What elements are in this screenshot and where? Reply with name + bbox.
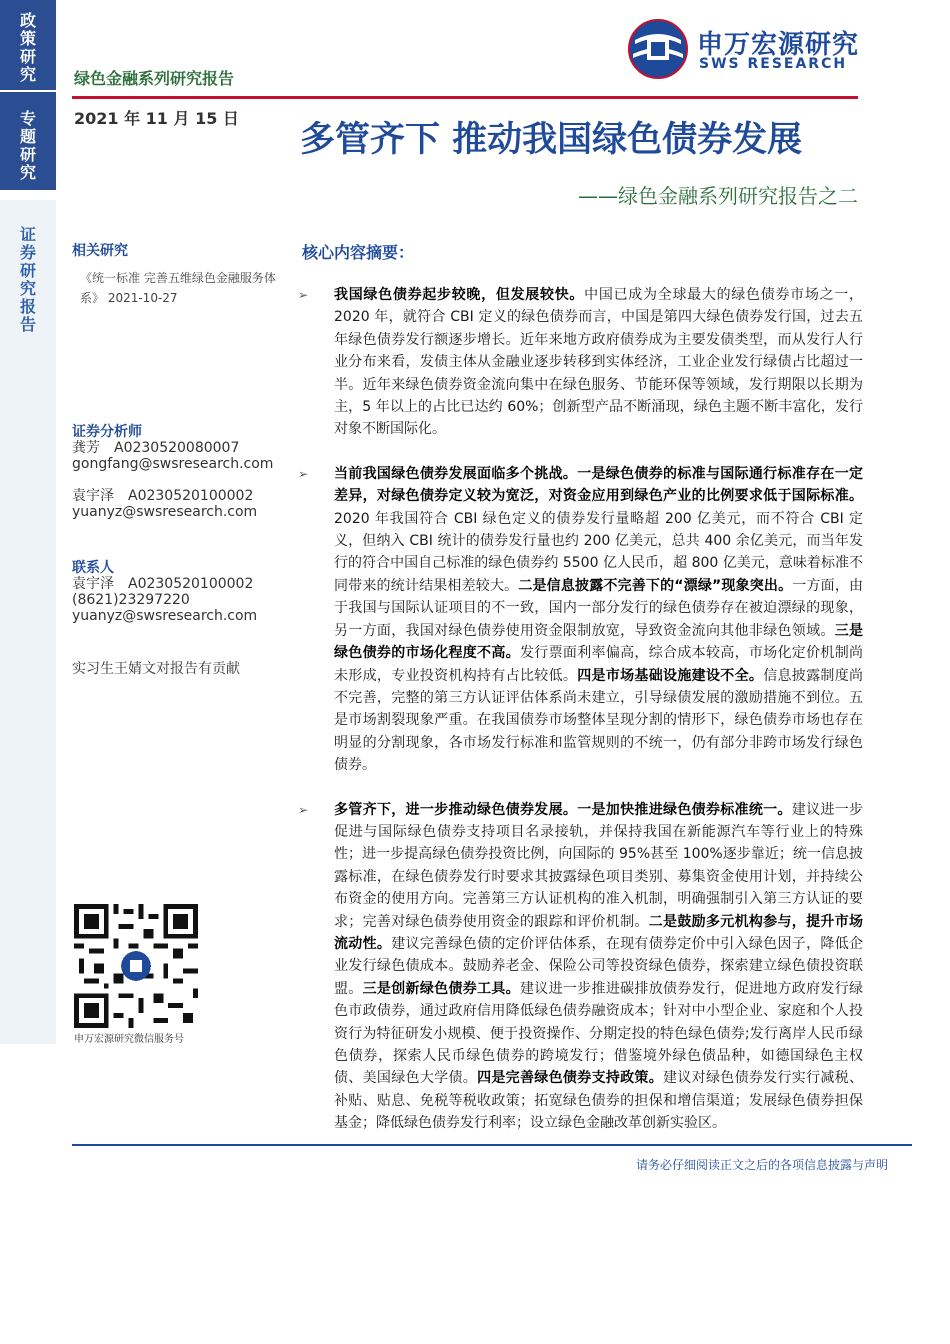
bullet-bold-text: 四是市场基础设施建设不全。 bbox=[577, 667, 764, 684]
contact-name: 袁宇泽 bbox=[72, 576, 114, 592]
footer-divider bbox=[72, 1144, 912, 1146]
bullet-text: 一方面，由于我国与国际认证项目的不一致，国内一部分发行的绿色债券存在被迫漂绿的现象，另一方面，我国对绿色债券使用资金限制放宽，导致资金流向其他非绿色领域。 bbox=[334, 577, 864, 639]
contact-row bbox=[72, 576, 282, 592]
bullet-body bbox=[334, 466, 863, 773]
analyst-email[interactable]: yuanyz@swsresearch.com bbox=[72, 504, 258, 520]
bullet-text: 发行票面利率偏高，综合成本较高，市场化定价机制尚未形成，专业投资机构持有占比较低。 bbox=[334, 645, 864, 684]
summary-bullet bbox=[298, 463, 863, 777]
report-date: 2021 年 11 月 15 日 bbox=[74, 109, 239, 128]
bullet-text: 建议完善绿色债的定价评估体系，在现有债券定价中引入绿色因子，降低企业发行绿色债成本。鼓励养老金、保险公司等投资绿色债券，探索建立绿色债投资联盟。 bbox=[334, 935, 864, 997]
contact-id: A0230520100002 bbox=[128, 576, 254, 592]
analyst-name: 袁宇泽 bbox=[72, 488, 114, 504]
logo-english-name: SWS RESEARCH bbox=[699, 56, 848, 72]
contact-label: 联系人 bbox=[72, 560, 114, 576]
bullet-body bbox=[334, 287, 863, 437]
contact bbox=[72, 560, 282, 624]
analyst-id: A0230520080007 bbox=[114, 440, 240, 456]
disclaimer-footer: 请务必仔细阅读正文之后的各项信息披露与声明 bbox=[635, 1158, 888, 1172]
contact-phone: (8621)23297220 bbox=[72, 592, 190, 608]
bullet-arrow-icon: ➢ bbox=[298, 466, 309, 481]
analyst-email[interactable]: gongfang@swsresearch.com bbox=[72, 456, 274, 472]
bullet-bold-text: 多管齐下，进一步推动绿色债券发展。一是加快推进绿色债券标准统一。 bbox=[334, 801, 792, 818]
side-tab-policy-research: 政策研究 bbox=[0, 0, 56, 90]
bullet-arrow-icon: ➢ bbox=[298, 802, 309, 817]
side-tab-securities-report: 证券研究报告 bbox=[0, 200, 56, 1044]
bullet-text: 建议对绿色债券发行实行减税、补贴、贴息、免税等税收政策；拓宽绿色债券的担保和增信渠道；发展绿色债券担保基金；降低绿色债券发行利率；设立绿色金融改革创新实验区。 bbox=[334, 1070, 864, 1132]
bullet-bold-text: 二是信息披露不完善下的“漂绿”现象突出。 bbox=[518, 577, 793, 594]
analyst-name: 龚芳 bbox=[72, 440, 100, 456]
related-research-item[interactable]: 《统一标准 完善五维绿色金融服务体系》 2021-10-27 bbox=[80, 271, 276, 305]
report-series: 绿色金融系列研究报告 bbox=[74, 69, 235, 88]
summary-bullet bbox=[298, 799, 863, 1135]
logo-chinese-name: 申万宏源研究 bbox=[697, 30, 860, 60]
analysts bbox=[72, 424, 282, 520]
related-research bbox=[72, 240, 277, 308]
report-title: 多管齐下 推动我国绿色债券发展 bbox=[300, 120, 803, 160]
report-subtitle: ——绿色金融系列研究报告之二 bbox=[578, 184, 858, 208]
summary-bullet bbox=[298, 284, 863, 441]
bullet-text: 信息披露制度尚不完善，完整的第三方认证评估体系尚未建立，引导绿债发展的激励措施不到位。五是市场割裂现象严重。在我国债券市场整体呈现分割的情形下，绿色债券市场也存在明显的分割现象，各市场发行标准和监管规则的不统一，仍有部分非跨市场发行绿色债券。 bbox=[334, 667, 864, 774]
qr-caption: 申万宏源研究微信服务号 bbox=[74, 1034, 184, 1045]
contact-email[interactable]: yuanyz@swsresearch.com bbox=[72, 608, 258, 624]
bullet-arrow-icon: ➢ bbox=[298, 288, 309, 302]
bullet-text: 中国已成为全球最大的绿色债券市场之一，2020 年，就符合 CBI 定义的绿色债券而言，中国是第四大绿色债券发行国，过去五年绿色债券发行额逐步增长。近年来地方政府债券成为主要发债类型，而从发行人行业分布来看，发债主体从金融业逐步转移到实体经济，工业企业发行绿债占比超过一半。近年来绿色债券资金流向集中在绿色服务、节能环保等领域，发行期限以长期为主，5 年以上的占比已达约 60%；创新型产品不断涌现，绿色主题不断丰富化，发行对象不断国际化。 bbox=[334, 287, 864, 438]
analyst-id: A0230520100002 bbox=[128, 488, 254, 504]
analysts-label: 证券分析师 bbox=[72, 424, 142, 440]
summary-heading: 核心内容摘要： bbox=[302, 243, 415, 262]
bullet-bold-text: 我国绿色债券起步较晚，但发展较快。 bbox=[334, 287, 585, 303]
bullet-bold-text: 四是完善绿色债券支持政策。 bbox=[477, 1070, 664, 1087]
sws-logo bbox=[627, 18, 887, 80]
bullet-bold-text: 三是创新绿色债券工具。 bbox=[362, 980, 520, 997]
summary-bullets bbox=[298, 284, 863, 1157]
bullet-text: 建议进一步促进与国际绿色债券支持项目名录接轨，并保持我国在新能源汽车等行业上的特殊性；进一步提高绿色债券投资比例，向国际的 95%甚至 100%逐步靠近；统一信息披露标准，在绿色债券发行时要求其披露绿色项目类别、募集资金使用计划，并持续公布资金的使用方向。完善第三方认证机构的准入机制，明确强制引入第三方认证的要求；完善对绿色债券使用资金的跟踪和评价机制。 bbox=[334, 801, 864, 930]
sws-logo-icon bbox=[627, 18, 689, 80]
bullet-bold-text: 三是绿色债券的市场化程度不高。 bbox=[334, 622, 864, 662]
qr-code bbox=[74, 904, 198, 1028]
analyst-row bbox=[72, 488, 282, 504]
bullet-bold-text: 当前我国绿色债券发展面临多个挑战。一是绿色债券的标准与国际通行标准存在一定差异，对绿色债券定义较为宽泛，对资金应用到绿色产业的比例要求低于国际标准。 bbox=[334, 465, 863, 505]
header-divider bbox=[72, 96, 858, 99]
bullet-body bbox=[334, 802, 863, 1132]
related-research-label: 相关研究 bbox=[72, 243, 128, 259]
bullet-bold-text: 二是鼓励多元机构参与，提升市场流动性。 bbox=[334, 913, 864, 952]
side-tab-special-research: 专题研究 bbox=[0, 92, 56, 190]
bullet-text: 建议进一步推进碳排放债券发行，促进地方政府发行绿色市政债券，通过政府信用降低绿色债券融资成本；针对中小型企业、家庭和个人投资行为特征研发小规模、便于投资操作、分期定投的特色绿色债券;发行离岸人民币绿色债券，探索人民币绿色债券的跨境发行；借鉴境外绿色债品种，如德国绿色主权债、美国绿色大学债。 bbox=[334, 980, 864, 1087]
bullet-text: 2020 年我国符合 CBI 绿色定义的债券发行量略超 200 亿美元，而不符合 CBI 定义，但纳入 CBI 统计的债券发行量也约 200 亿美元，总共 400 余亿美元，而当年发行的符合中国自己标准的绿色债券约 5500 亿人民币，超 800 亿美元，意味着标准不同带来的统计结果相差较大。 bbox=[334, 510, 863, 594]
intern-note: 实习生王婧文对报告有贡献 bbox=[72, 661, 240, 677]
analyst-row bbox=[72, 440, 282, 456]
